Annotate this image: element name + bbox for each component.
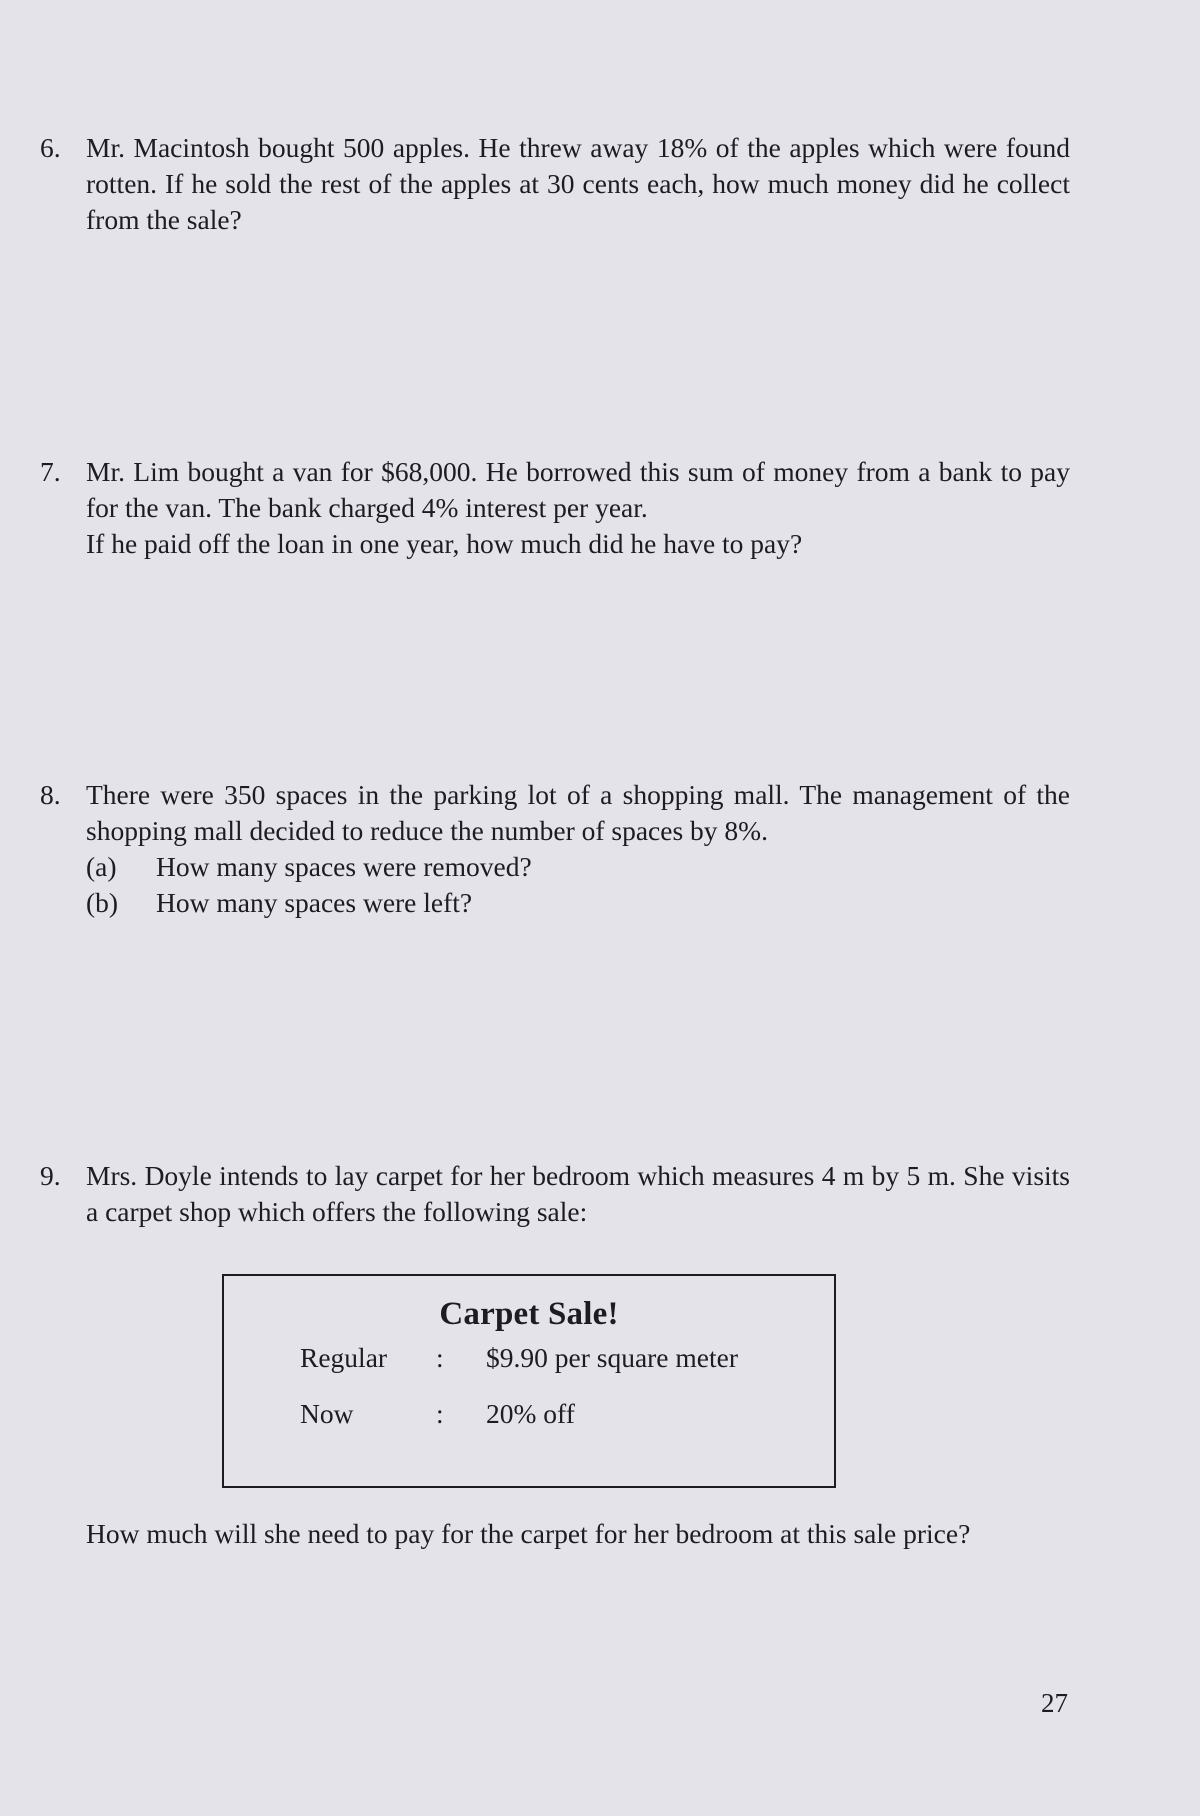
sale-row-key: Now	[300, 1398, 354, 1429]
question-number: 9.	[40, 1160, 61, 1191]
sale-row-value: 20% off	[486, 1398, 575, 1429]
sale-row-key: Regular	[300, 1342, 388, 1373]
question-9	[40, 1158, 1070, 1230]
question-9-final-ask: How much will she need to pay for the carpet for her bedroom at this sale price?	[86, 1518, 971, 1549]
sale-row-now	[300, 1398, 820, 1434]
sale-row-regular	[300, 1342, 820, 1378]
question-text: Mrs. Doyle intends to lay carpet for her bedroom which measures 4 m by 5 m. She visits a carpet shop which offers the following sale:	[86, 1160, 1070, 1227]
question-text: Mr. Lim bought a van for $68,000. He borrowed this sum of money from a bank to pay for the van. The bank charged 4% interest per year.	[86, 456, 1070, 523]
question-number: 6.	[40, 132, 61, 163]
question-7	[40, 454, 1070, 562]
question-text: Mr. Macintosh bought 500 apples. He threw away 18% of the apples which were found rotten. If he sold the rest of the apples at 30 cents each, how much money did he collect from the sale?	[86, 132, 1070, 235]
sale-title: Carpet Sale!	[439, 1296, 619, 1332]
sale-row-separator: :	[436, 1342, 444, 1373]
sale-row-separator: :	[436, 1398, 444, 1429]
page-number: 27	[1041, 1688, 1068, 1718]
question-8	[40, 777, 1070, 921]
sub-question-b	[86, 885, 1070, 921]
sub-question-text: How many spaces were removed?	[156, 851, 532, 882]
sub-question-label: (b)	[86, 887, 119, 918]
question-number: 7.	[40, 456, 61, 487]
carpet-sale-box	[222, 1274, 836, 1488]
question-text: There were 350 spaces in the parking lot of a shopping mall. The management of the shopping mall decided to reduce the number of spaces by 8%.	[86, 779, 1070, 846]
sale-row-value: $9.90 per square meter	[486, 1342, 738, 1373]
sub-question-text: How many spaces were left?	[156, 887, 473, 918]
sub-question-a	[86, 849, 1070, 885]
question-number: 8.	[40, 779, 61, 810]
sub-question-label: (a)	[86, 851, 117, 882]
question-text-continued: If he paid off the loan in one year, how much did he have to pay?	[86, 528, 803, 559]
question-6	[40, 130, 1070, 238]
